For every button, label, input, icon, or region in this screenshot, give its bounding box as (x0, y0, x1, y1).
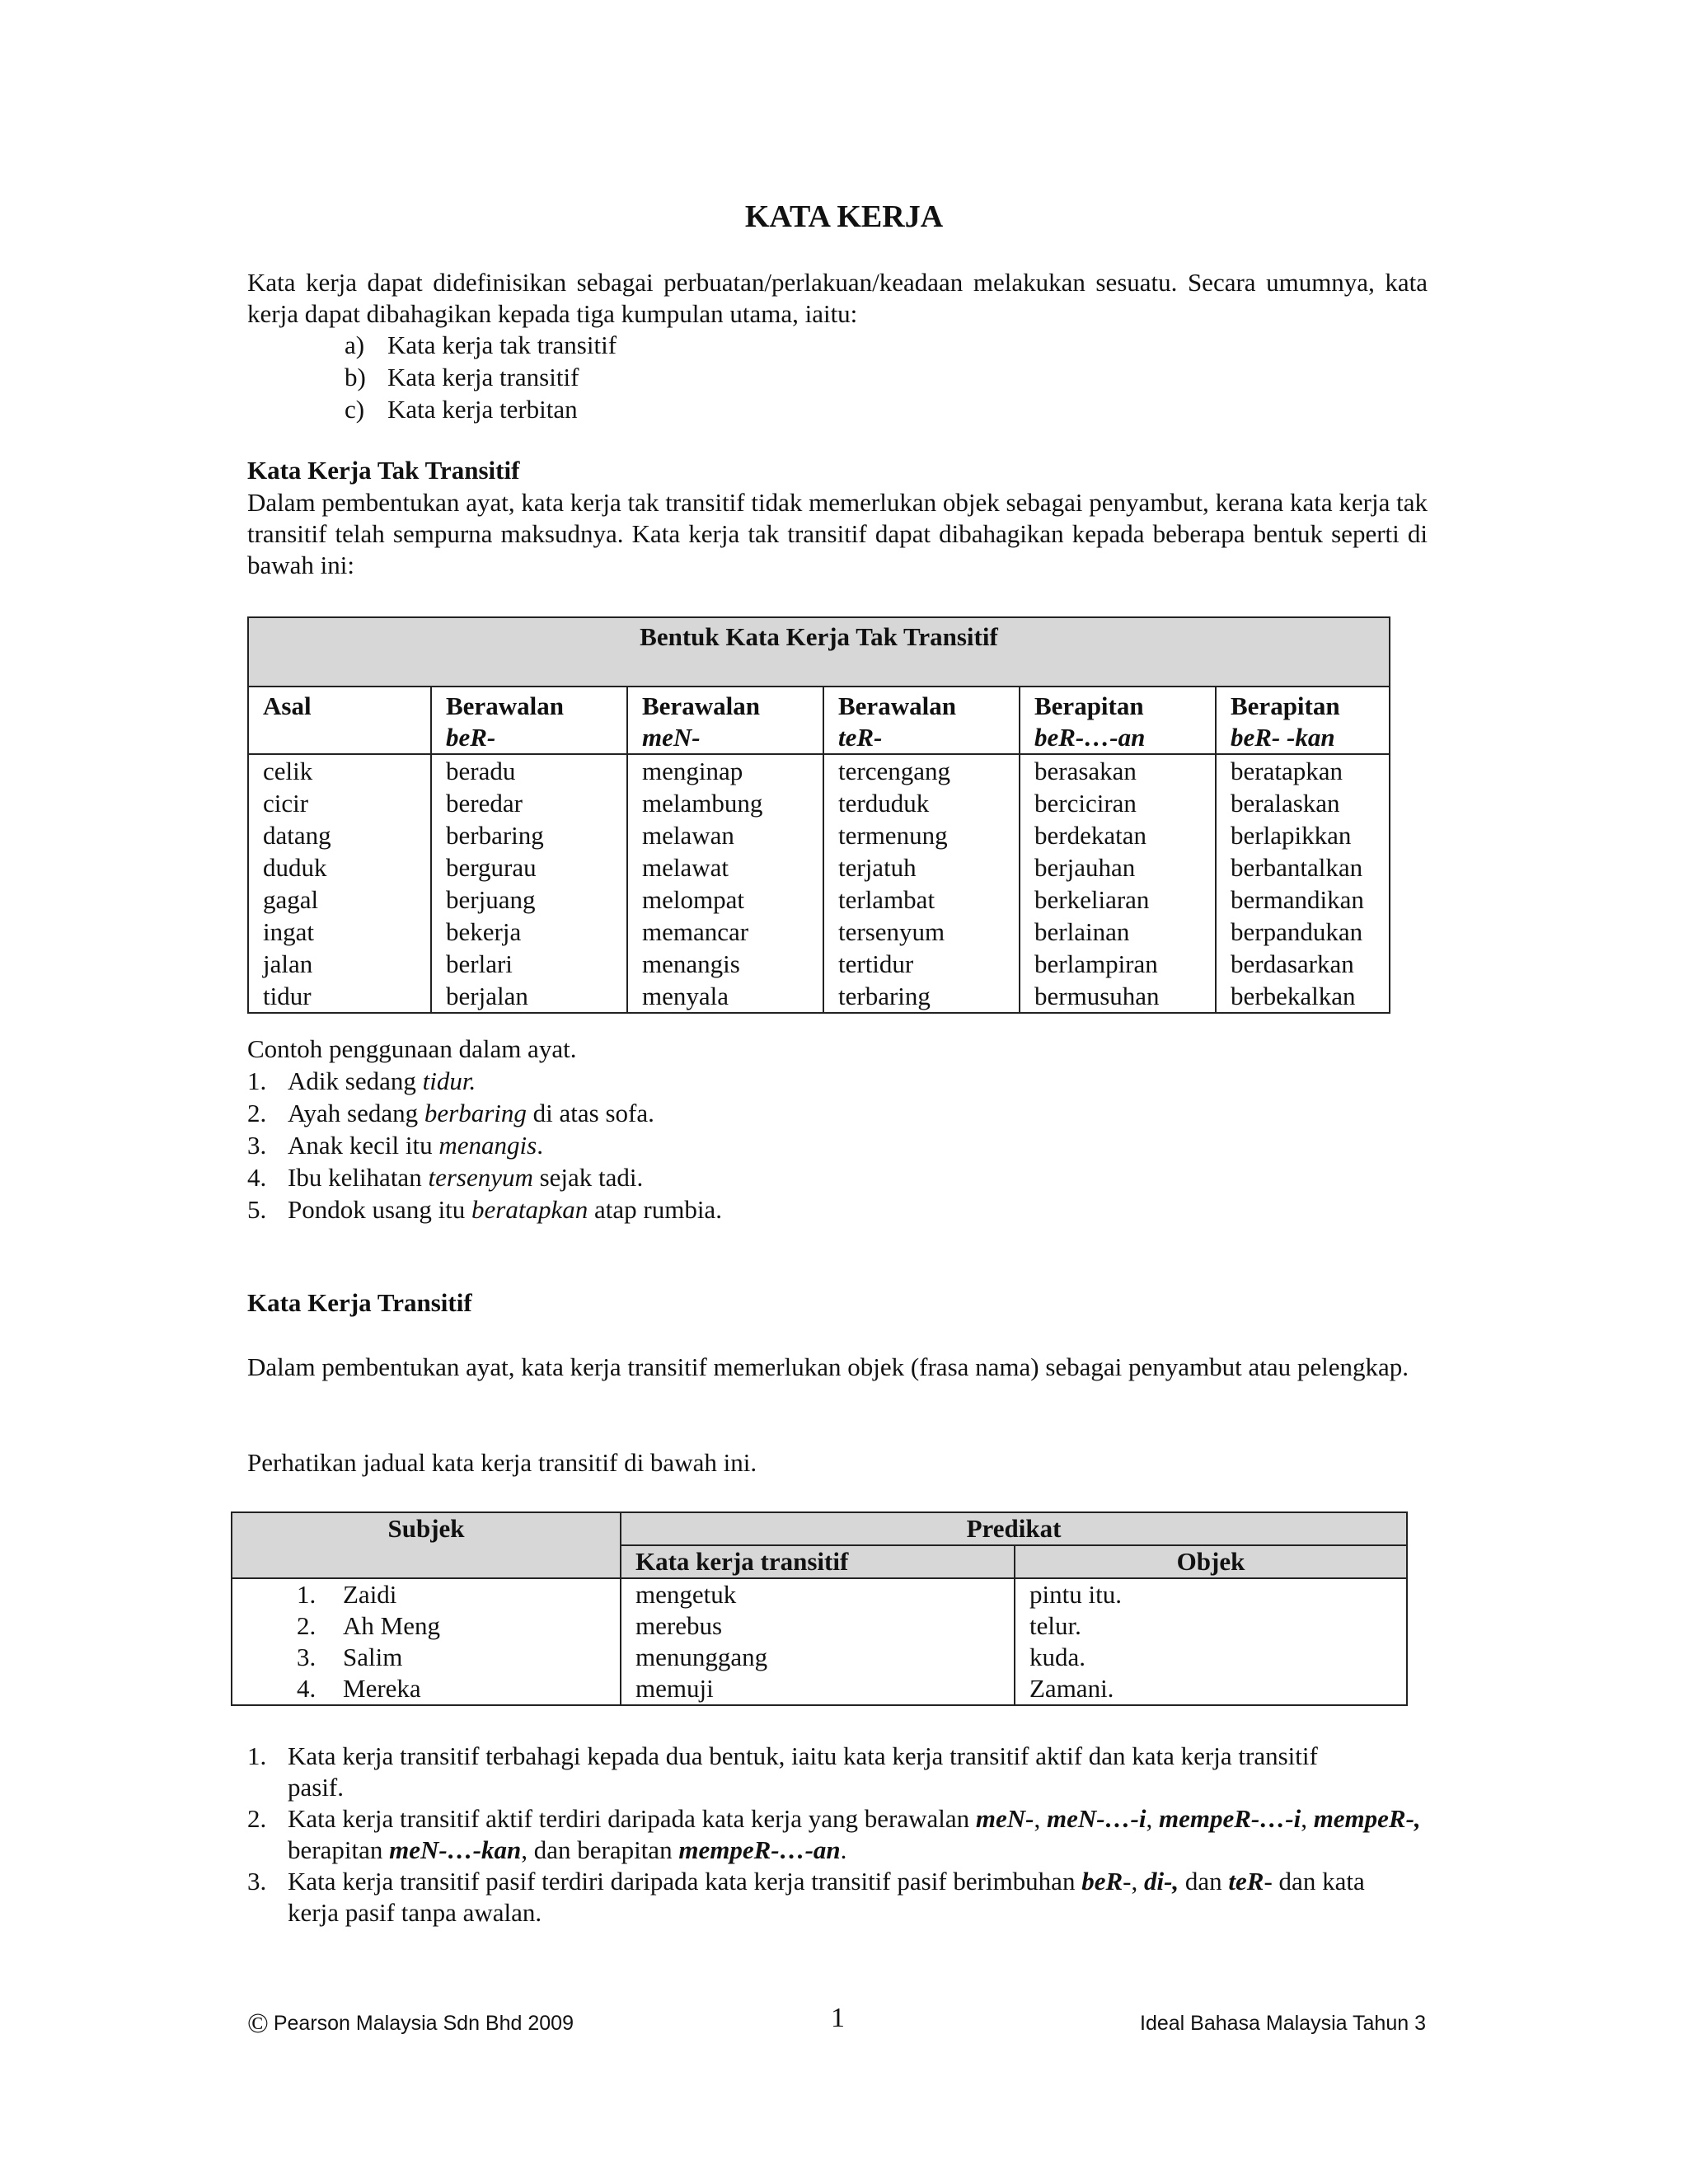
table-row: 3. Salim menunggang kuda. (232, 1642, 1407, 1673)
list-item: 4. Ibu kelihatan tersenyum sejak tadi. (247, 1163, 644, 1192)
transitive-table (231, 1511, 1408, 1706)
column-header: Berawalan teR- (823, 687, 1020, 754)
list-item: a) Kata kerja tak transitif (345, 330, 617, 359)
intransitive-paragraph: Dalam pembentukan ayat, kata kerja tak transitif tidak memerlukan objek sebagai penyambut, kerana kata kerja tak transitif telah sempurna maksudnya. Kata kerja tak transitif dapat dibahagikan kepada beberapa bentuk seperti di bawah ini: (247, 488, 1428, 579)
examples-intro: Contoh penggunaan dalam ayat. (247, 1034, 577, 1063)
predicate-header: Predikat (621, 1512, 1407, 1545)
copyright-icon: © (247, 2008, 269, 2039)
page-title: KATA KERJA (744, 199, 944, 234)
list-item: c) Kata kerja terbitan (345, 395, 578, 424)
table-row: gagal berjuang melompat terlambat berkeliaran bermandikan (248, 883, 1390, 916)
page-number: 1 (831, 2003, 845, 2033)
table-caption: Bentuk Kata Kerja Tak Transitif (248, 617, 1390, 687)
column-header: Asal (248, 687, 431, 754)
column-header: Berawalan meN- (627, 687, 823, 754)
column-header: Berawalan beR- (431, 687, 627, 754)
list-item: 1. Kata kerja transitif terbahagi kepada dua bentuk, iaitu kata kerja transitif aktif dan kata kerja transitif pasif. (247, 1741, 1318, 1802)
column-header: Berapitan beR- -kan (1216, 687, 1390, 754)
table-row: 2. Ah Meng merebus telur. (232, 1610, 1407, 1642)
table-intro: Perhatikan jadual kata kerja transitif di bawah ini. (247, 1448, 757, 1477)
notes-list (247, 1741, 1434, 1929)
section-heading-transitive: Kata Kerja Transitif (247, 1288, 472, 1317)
table-row: jalan berlari menangis tertidur berlampiran berdasarkan (248, 948, 1390, 980)
table-row: cicir beredar melambung terduduk berciciran beralaskan (248, 787, 1390, 819)
table-row: 4. Mereka memuji Zamani. (232, 1673, 1407, 1705)
table-row: duduk bergurau melawat terjatuh berjauhan berbantalkan (248, 851, 1390, 883)
list-item: 2. Kata kerja transitif aktif terdiri daripada kata kerja yang berawalan meN-, meN-…-i, mempeR-…-i, mempeR-, berapitan meN-…-kan, dan berapitan mempeR-…-an. (247, 1804, 1421, 1864)
intro-paragraph: Kata kerja dapat didefinisikan sebagai perbuatan/perlakuan/keadaan melakukan sesuatu. Secara umumnya, kata kerja dapat dibahagikan kepada tiga kumpulan utama, iaitu: (247, 268, 1428, 328)
list-item: 5. Pondok usang itu beratapkan atap rumbia. (247, 1195, 722, 1224)
list-item: 1. Adik sedang tidur. (247, 1066, 476, 1095)
list-item: 3. Kata kerja transitif pasif terdiri daripada kata kerja transitif pasif berimbuhan beR-, di-, dan teR- dan kata kerja pasif tanpa awalan. (247, 1867, 1365, 1927)
table-row: tidur berjalan menyala terbaring bermusuhan berbekalkan (248, 980, 1390, 1013)
footer-copyright: © Pearson Malaysia Sdn Bhd 2009 (247, 2008, 574, 2039)
subject-header: Subjek (232, 1512, 621, 1578)
column-header: Berapitan beR-…-an (1020, 687, 1216, 754)
table-row: celik beradu menginap tercengang berasakan beratapkan (248, 754, 1390, 787)
section-heading-intransitive: Kata Kerja Tak Transitif (247, 456, 520, 485)
list-item: 3. Anak kecil itu menangis. (247, 1131, 543, 1160)
table-row: datang berbaring melawan termenung berdekatan berlapikkan (248, 819, 1390, 851)
intransitive-forms-table (247, 616, 1390, 1014)
examples-list (247, 1066, 722, 1226)
list-item: b) Kata kerja transitif (345, 363, 579, 391)
transitive-paragraph: Dalam pembentukan ayat, kata kerja transitif memerlukan objek (frasa nama) sebagai penyambut atau pelengkap. (247, 1352, 1409, 1381)
table-row: 1. Zaidi mengetuk pintu itu. (232, 1578, 1407, 1610)
object-header: Objek (1015, 1545, 1407, 1578)
table-row: ingat bekerja memancar tersenyum berlainan berpandukan (248, 916, 1390, 948)
footer-book-title: Ideal Bahasa Malaysia Tahun 3 (1140, 2012, 1426, 2035)
verb-groups-list (345, 330, 617, 426)
list-item: 2. Ayah sedang berbaring di atas sofa. (247, 1099, 654, 1127)
verb-header: Kata kerja transitif (621, 1545, 1015, 1578)
